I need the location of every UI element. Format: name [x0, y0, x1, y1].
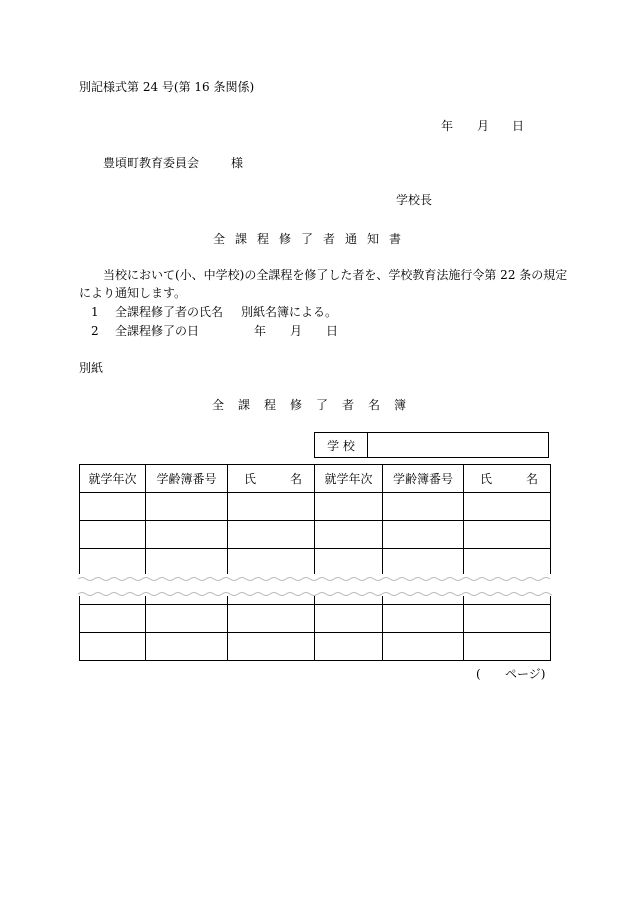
- body-text-line1: 当校において(小、中学校)の全課程を修了した者を、学校教育法施行令第 22 条の規定: [103, 268, 568, 282]
- addressee-name: 豊頃町教育委員会: [103, 156, 200, 170]
- col-name-family-2: 氏: [480, 472, 493, 486]
- table-row: [80, 605, 551, 633]
- sender-title: 学校長: [396, 193, 433, 207]
- item-2-year: 年: [254, 324, 267, 338]
- page-note-label: ページ): [505, 667, 546, 681]
- school-value[interactable]: [368, 433, 549, 458]
- date-month: 月: [477, 119, 490, 133]
- item-2-label: 全課程修了の日: [115, 324, 200, 338]
- school-label: 学 校: [315, 433, 368, 458]
- col-name: [228, 465, 315, 493]
- col-name-given: 名: [289, 472, 302, 486]
- item-2-number: 2: [91, 324, 99, 338]
- table-row: [80, 493, 551, 521]
- roster-table: [79, 464, 551, 661]
- table-break-marker: [78, 574, 552, 596]
- page-note-open: (: [476, 667, 481, 681]
- table-header-row: [80, 465, 551, 493]
- table-row: [80, 633, 551, 661]
- addressee-honorific: 様: [231, 156, 244, 170]
- date-year: 年: [441, 119, 454, 133]
- form-number: 別記様式第 24 号(第 16 条関係): [79, 80, 255, 94]
- item-1-label: 全課程修了者の氏名: [115, 305, 224, 319]
- item-1-number: 1: [91, 305, 99, 319]
- roster-title: 全課程修了者名簿: [212, 398, 421, 412]
- col-grade-year-2: 就学年次: [315, 465, 383, 493]
- col-grade-year: 就学年次: [80, 465, 146, 493]
- attachment-label: 別紙: [79, 361, 104, 375]
- school-field: [314, 432, 549, 458]
- col-register-number-2: 学齢簿番号: [383, 465, 464, 493]
- col-name-2: [464, 465, 551, 493]
- notice-title: 全課程修了者通知書: [213, 232, 412, 246]
- date-day: 日: [512, 119, 525, 133]
- table-row: [80, 521, 551, 549]
- table-row: [80, 549, 551, 577]
- col-name-family: 氏: [244, 472, 257, 486]
- col-register-number: 学齢簿番号: [146, 465, 228, 493]
- item-2-month: 月: [290, 324, 303, 338]
- body-text-line2: により通知します。: [79, 286, 187, 300]
- item-2-day: 日: [326, 324, 339, 338]
- col-name-given-2: 名: [525, 472, 538, 486]
- item-1-value: 別紙名簿による。: [241, 305, 338, 319]
